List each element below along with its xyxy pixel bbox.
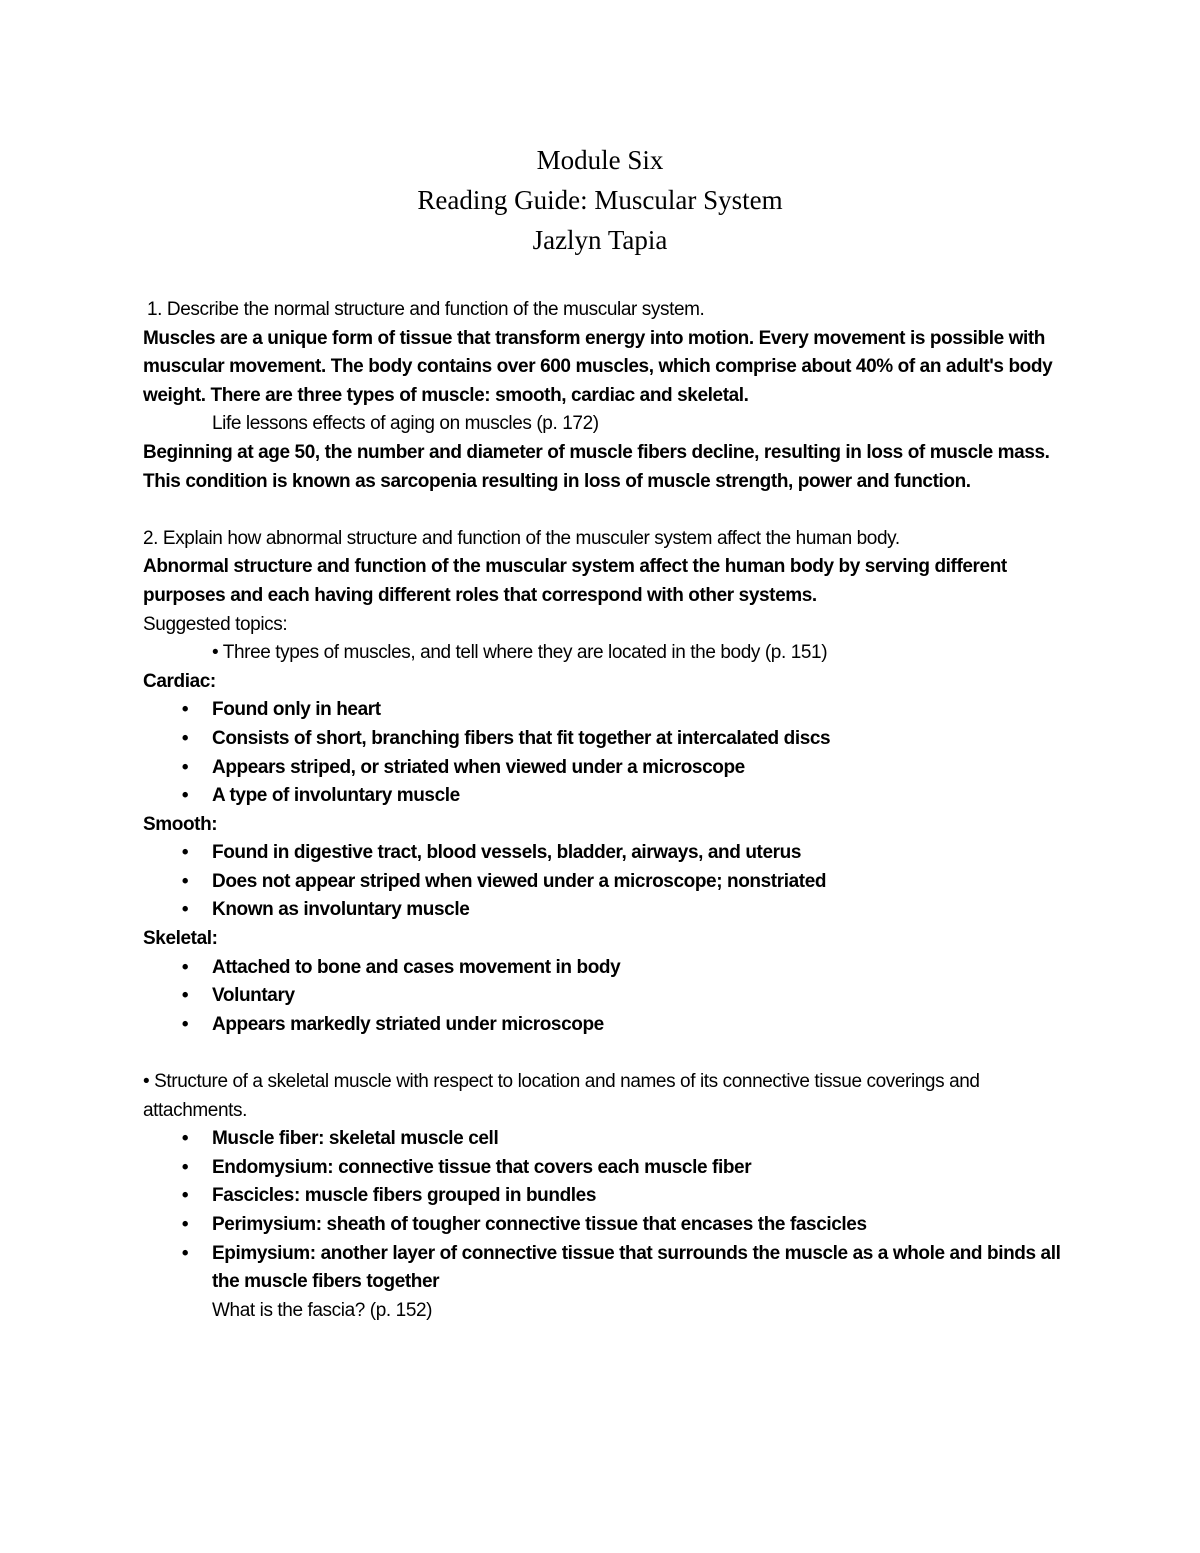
list-item-text: Endomysium: connective tissue that covers each muscle fiber [212, 1156, 752, 1178]
list-item-text: Known as involuntary muscle [212, 899, 470, 921]
bullet-icon: • [181, 699, 189, 721]
bullet-icon: • [181, 1156, 189, 1178]
bullet-icon: • [181, 1242, 189, 1264]
list-item-text: Attached to bone and cases movement in body [212, 956, 621, 978]
document-header [0, 140, 1200, 260]
list-item [143, 954, 1063, 983]
aging-prompt: Life lessons effects of aging on muscles (p. 172) [212, 413, 599, 435]
list-item-text: Found only in heart [212, 699, 381, 721]
list-item-text: Consists of short, branching fibers that fit together at intercalated discs [212, 727, 831, 749]
list-item [143, 982, 1063, 1011]
topic-skeletal-structure: • Structure of a skeletal muscle with respect to location and names of its connective tissue coverings and attachments. [143, 1071, 980, 1121]
list-item [143, 839, 1063, 868]
list-item [143, 1125, 1063, 1154]
list-item-text: Muscle fiber: skeletal muscle cell [212, 1128, 499, 1150]
list-item-text: Epimysium: another layer of connective tissue that surrounds the muscle as a whole and binds all the muscle fibers together [212, 1242, 1061, 1293]
author-name: Jazlyn Tapia [532, 225, 668, 255]
list-item [143, 1154, 1063, 1183]
module-title: Module Six [536, 145, 664, 175]
question-1: 1. Describe the normal structure and function of the muscular system. [147, 299, 705, 320]
cardiac-list [143, 696, 1063, 810]
answer-1: Muscles are a unique form of tissue that transform energy into motion. Every movement is possible with muscular movement. The body contains over 600 muscles, which comprise about 40% of an adult's body weight. There are three types of muscle: smooth, cardiac and skeletal. [143, 327, 1053, 406]
answer-2: Abnormal structure and function of the muscular system affect the human body by serving different purposes and each having different roles that correspond with other systems. [143, 556, 1007, 606]
fascia-prompt: What is the fascia? (p. 152) [212, 1299, 433, 1321]
aging-answer: Beginning at age 50, the number and diameter of muscle fibers decline, resulting in loss of muscle mass. This condition is known as sarcopenia resulting in loss of muscle strength, power and function. [143, 441, 1050, 492]
structure-list [143, 1125, 1063, 1297]
bullet-icon: • [181, 727, 189, 749]
skeletal-heading: Skeletal: [143, 928, 218, 950]
list-item-text: Appears striped, or striated when viewed under a microscope [212, 756, 745, 778]
list-item [143, 1182, 1063, 1211]
list-item [143, 782, 1063, 811]
list-item [143, 754, 1063, 783]
bullet-icon: • [181, 1128, 189, 1150]
list-item [143, 896, 1063, 925]
list-item-text: A type of involuntary muscle [212, 785, 460, 807]
document-body [143, 296, 1063, 1325]
smooth-list [143, 839, 1063, 925]
list-item [143, 868, 1063, 897]
cardiac-heading: Cardiac: [143, 670, 216, 692]
topic-muscle-types: • Three types of muscles, and tell where they are located in the body (p. 151) [212, 642, 828, 664]
list-item-text: Found in digestive tract, blood vessels, bladder, airways, and uterus [212, 842, 802, 864]
guide-title: Reading Guide: Muscular System [417, 185, 783, 215]
skeletal-list [143, 954, 1063, 1040]
bullet-icon: • [181, 756, 189, 778]
bullet-icon: • [181, 956, 189, 978]
bullet-icon: • [181, 985, 189, 1007]
spacer [143, 1039, 1063, 1068]
suggested-topics-label: Suggested topics: [143, 613, 288, 635]
list-item [143, 1211, 1063, 1240]
bullet-icon: • [181, 870, 189, 892]
list-item [143, 696, 1063, 725]
smooth-heading: Smooth: [143, 813, 218, 835]
list-item-text: Fascicles: muscle fibers grouped in bundles [212, 1185, 597, 1207]
list-item-text: Does not appear striped when viewed under a microscope; nonstriated [212, 870, 827, 892]
bullet-icon: • [181, 899, 189, 921]
bullet-icon: • [181, 1214, 189, 1235]
list-item [143, 1011, 1063, 1040]
question-2: 2. Explain how abnormal structure and function of the musculer system affect the human body. [143, 527, 900, 549]
list-item [143, 725, 1063, 754]
list-item [143, 1240, 1063, 1297]
list-item-text: Appears markedly striated under microscope [212, 1013, 604, 1035]
spacer [143, 496, 1063, 525]
bullet-icon: • [181, 785, 189, 807]
bullet-icon: • [181, 1013, 189, 1035]
list-item-text: Perimysium: sheath of tougher connective tissue that encases the fascicles [212, 1214, 867, 1235]
list-item-text: Voluntary [212, 985, 295, 1007]
bullet-icon: • [181, 842, 189, 864]
bullet-icon: • [181, 1185, 189, 1207]
